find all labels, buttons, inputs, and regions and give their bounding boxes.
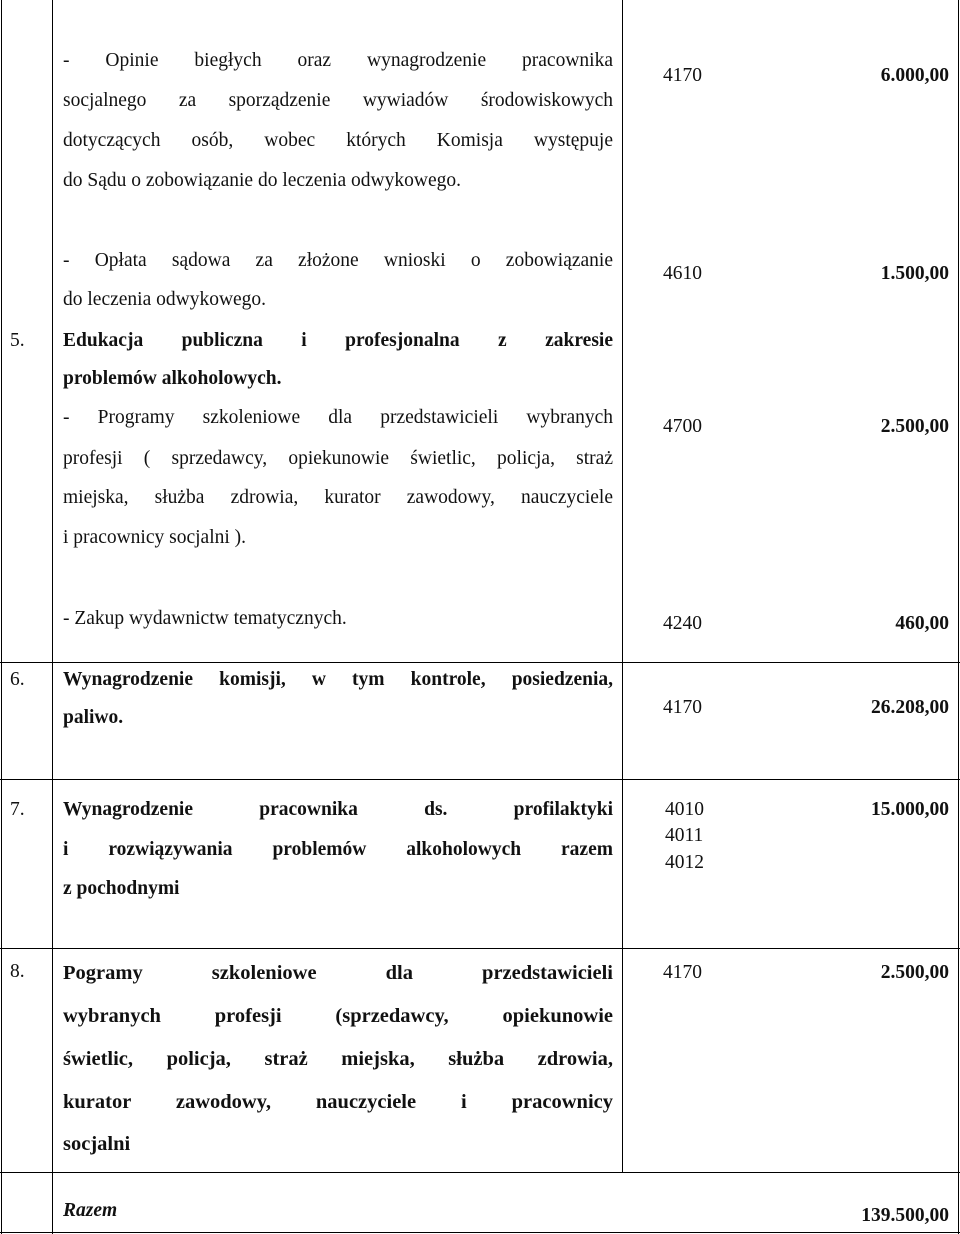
budget-code: 4012: [665, 852, 704, 873]
description-line: socjalnego za sporządzenie wywiadów środowiskowych: [63, 90, 613, 111]
amount: 2.500,00: [880, 962, 949, 983]
row-number: 6.: [10, 669, 25, 690]
section-heading-line: socjalni: [63, 1133, 131, 1155]
section-heading-line: i rozwiązywania problemów alkoholowych razem: [63, 839, 613, 860]
total-amount: 139.500,00: [861, 1205, 949, 1226]
budget-code: 4010: [665, 799, 704, 820]
description-line: - Programy szkoleniowe dla przedstawicieli wybranych: [63, 407, 613, 428]
section-heading-line: Wynagrodzenie pracownika ds. profilaktyki: [63, 799, 613, 820]
column-divider-number: [52, 0, 53, 1234]
row-divider: [0, 948, 960, 949]
row-divider: [0, 1172, 960, 1173]
row-number: 8.: [10, 961, 25, 982]
budget-code: 4170: [663, 962, 702, 983]
budget-code: 4170: [663, 697, 702, 718]
amount: 1.500,00: [880, 263, 949, 284]
section-heading-line: Pogramy szkoleniowe dla przedstawicieli: [63, 962, 613, 984]
row-divider: [0, 779, 960, 780]
budget-code: 4240: [663, 613, 702, 634]
total-label: Razem: [63, 1200, 118, 1221]
row-number: 5.: [10, 330, 25, 351]
description-line: miejska, służba zdrowia, kurator zawodowy, nauczyciele: [63, 487, 613, 508]
section-heading-line: problemów alkoholowych.: [63, 368, 282, 389]
table-border-right: [958, 0, 959, 1234]
description-line: - Zakup wydawnictw tematycznych.: [63, 608, 347, 629]
budget-code: 4170: [663, 65, 702, 86]
budget-code: 4610: [663, 263, 702, 284]
amount: 15.000,00: [871, 799, 949, 820]
description-line: do Sądu o zobowiązanie do leczenia odwykowego.: [63, 170, 461, 191]
column-divider-description: [622, 0, 623, 1172]
description-line: - Opinie biegłych oraz wynagrodzenie pracownika: [63, 50, 613, 71]
section-heading-line: Wynagrodzenie komisji, w tym kontrole, posiedzenia,: [63, 669, 613, 690]
section-heading-line: wybranych profesji (sprzedawcy, opiekunowie: [63, 1005, 613, 1027]
description-line: - Opłata sądowa za złożone wnioski o zobowiązanie: [63, 250, 613, 271]
budget-code: 4700: [663, 416, 702, 437]
description-line: profesji ( sprzedawcy, opiekunowie świetlic, policja, straż: [63, 448, 613, 469]
amount: 26.208,00: [871, 697, 949, 718]
amount: 460,00: [895, 613, 949, 634]
amount: 6.000,00: [880, 65, 949, 86]
section-heading-line: Edukacja publiczna i profesjonalna z zakresie: [63, 330, 613, 351]
budget-code: 4011: [665, 825, 704, 846]
section-heading-line: kurator zawodowy, nauczyciele i pracownicy: [63, 1091, 613, 1113]
section-heading-line: paliwo.: [63, 707, 124, 728]
description-line: i pracownicy socjalni ).: [63, 527, 247, 548]
table-border-left: [1, 0, 2, 1234]
description-line: do leczenia odwykowego.: [63, 289, 267, 310]
row-divider: [0, 662, 960, 663]
table-bottom-border: [0, 1232, 960, 1233]
amount: 2.500,00: [880, 416, 949, 437]
row-number: 7.: [10, 799, 25, 820]
section-heading-line: świetlic, policja, straż miejska, służba zdrowia,: [63, 1048, 613, 1070]
description-line: dotyczących osób, wobec których Komisja występuje: [63, 130, 613, 151]
section-heading-line: z pochodnymi: [63, 878, 180, 899]
